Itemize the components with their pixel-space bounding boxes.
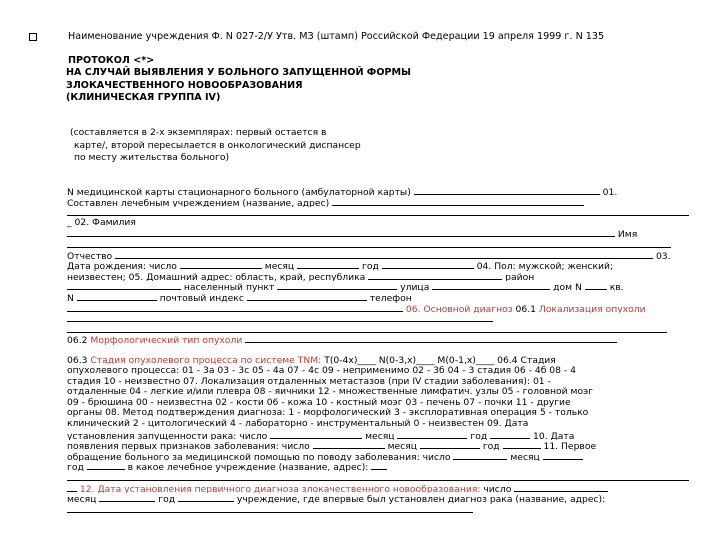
tnm-fields: T(0-4x)____ N(0-3,x)____ M(0-1,x)____ 06.4 Стадия xyxy=(324,355,556,366)
district-label: район xyxy=(505,271,535,282)
address-label: неизвестен; 05. Домашний адрес: область, край, республика xyxy=(67,271,366,282)
house-label: дом N xyxy=(553,282,582,292)
metastasis-line: 09 - брюшина 00 - неизвестна 02 - кости 06 - кожа 10 - костный моэг 03 - печень 07 - почки 11 - другие xyxy=(67,397,571,408)
item-06-1-number: 06.1 xyxy=(515,303,536,314)
phone-label: телефон xyxy=(369,292,412,303)
first-visit-month-field[interactable] xyxy=(543,451,583,460)
district-field[interactable] xyxy=(67,281,181,290)
institution-field-cont[interactable] xyxy=(67,207,689,216)
form-line-birthdate xyxy=(67,260,695,271)
primary-diag-year-label: год xyxy=(158,494,176,504)
form-line-blank3 xyxy=(67,472,695,483)
title-line: ПРОТОКОЛ <*> xyxy=(68,55,155,66)
patronymic-label: Отчество xyxy=(67,250,113,261)
stage-line: опухолевого процесса: 01 - 3а 03 - 3с 05 - 4а 07 - 4с 09 - неприменимо 02 - 3б 04 - 3 стадия 06 - 4б 08 - 4 xyxy=(67,366,576,377)
first-visit-inst-field[interactable] xyxy=(371,461,387,470)
method-line: клинический 2 - цитологический 4 - лабораторно - инструментальный 0 - неизвестен 09. Дата xyxy=(67,419,529,430)
symptoms-date-label: появления первых признаков заболевания: число xyxy=(67,441,310,451)
primary-diag-day-field[interactable] xyxy=(514,483,608,492)
advanced-year-field[interactable] xyxy=(490,430,530,439)
card-number-field[interactable] xyxy=(414,186,600,195)
name-label: Имя xyxy=(617,229,638,239)
birth-year-label: год xyxy=(362,261,379,271)
primary-diag-day-label: число xyxy=(483,483,512,494)
first-visit-year-label: год xyxy=(67,462,84,473)
copies-note xyxy=(70,127,361,165)
first-visit-inst-label: в какое лечебное учреждение (название, адрес): xyxy=(127,462,369,473)
form-line-address xyxy=(67,271,695,282)
form-line-blank4 xyxy=(67,504,695,515)
title-line: (КЛИНИЧЕСКАЯ ГРУППА IV) xyxy=(66,92,221,104)
surname-field[interactable] xyxy=(67,228,615,237)
item-03-label: 03. xyxy=(655,250,671,261)
form-line-surname xyxy=(67,218,695,229)
primary-diagnosis-label: 12. Дата установления первичного диагноза злокачественного новообразования: xyxy=(79,483,481,494)
symptoms-year-label: год xyxy=(482,441,500,451)
birth-year-field[interactable] xyxy=(382,260,474,269)
form-line-localization-blank xyxy=(67,313,695,324)
birth-day-field[interactable] xyxy=(180,260,262,269)
card-number-label: N медицинской карты стационарного больного (амбулаторной карты) xyxy=(67,187,411,197)
form-line-name xyxy=(67,228,695,239)
diagnosis-field[interactable] xyxy=(67,313,493,322)
phone-field[interactable] xyxy=(67,303,403,312)
localization-field[interactable] xyxy=(67,324,667,333)
diagnosis-label: 06. Основной диагноз xyxy=(405,303,513,314)
birth-day-label: Дата рождения: число xyxy=(67,261,177,271)
localization-label: Локализация опухоли xyxy=(538,303,646,314)
advanced-year-label: год xyxy=(470,430,488,441)
form-line-primary-diag xyxy=(67,483,695,494)
symptoms-year-field[interactable] xyxy=(503,440,541,449)
symptoms-day-field[interactable] xyxy=(313,440,385,449)
primary-diag-year-field[interactable] xyxy=(178,493,234,502)
protocol-title xyxy=(66,55,411,105)
institution-label: Составлен лечебным учреждением (название, адрес) xyxy=(67,197,330,208)
first-visit-label: обращение больного за медицинской помощью по поводу заболевания: число xyxy=(67,451,451,462)
first-visit-year-field[interactable] xyxy=(87,461,125,470)
item-11-label: 11. Первое xyxy=(543,441,597,451)
primary-diag-lead xyxy=(67,483,77,492)
morphology-label: Морфологический тип опухоли xyxy=(90,335,243,345)
form-line-tnm xyxy=(67,356,695,367)
street-label: улица xyxy=(400,282,430,292)
title-line: ЗЛОКАЧЕСТВЕННОГО НОВООБРАЗОВАНИЯ xyxy=(66,79,303,91)
item-10-label: 10. Дата xyxy=(533,430,575,441)
advanced-day-field[interactable] xyxy=(270,430,362,439)
form-line-first-visit xyxy=(67,451,695,462)
item-06-3-number: 06.3 xyxy=(67,355,88,366)
primary-inst-label: учреждение, где впервые был установлен диагноз рака (название, адрес): xyxy=(236,494,606,504)
advanced-month-label: месяц xyxy=(365,430,395,441)
primary-inst-field[interactable] xyxy=(67,504,473,513)
form-line-blank xyxy=(67,207,695,218)
birth-month-field[interactable] xyxy=(297,260,359,269)
form-line-patronymic xyxy=(67,250,695,261)
house-field[interactable] xyxy=(585,281,607,290)
form-line-locality xyxy=(67,281,695,292)
tnm-label: Стадия опухолевого процесса по системе TNM: xyxy=(90,355,322,366)
bullet-checkbox-icon xyxy=(29,33,37,41)
form-line-advanced-date xyxy=(67,430,695,441)
protocol-form xyxy=(67,186,695,514)
first-visit-inst-field-cont[interactable] xyxy=(67,472,689,481)
form-line-symptoms-date xyxy=(67,440,695,451)
primary-diag-month-label: месяц xyxy=(67,494,97,504)
advanced-month-field[interactable] xyxy=(397,430,467,439)
form-line-primary-inst xyxy=(67,493,695,504)
form-line-card-number xyxy=(67,186,695,197)
form-line-blank2 xyxy=(67,324,695,335)
first-visit-month-label: месяц xyxy=(510,451,540,462)
apartment-label: кв. xyxy=(609,282,624,292)
birth-month-label: месяц xyxy=(264,261,295,271)
primary-diag-month-field[interactable] xyxy=(99,493,155,502)
form-line-index xyxy=(67,292,695,303)
sex-label: 04. Пол: мужской; женский; xyxy=(476,261,614,271)
title-line: НА СЛУЧАЙ ВЫЯВЛЕНИЯ У БОЛЬНОГО ЗАПУЩЕННОЙ ФОРМЫ xyxy=(66,67,411,79)
form-line-diagnosis xyxy=(67,303,695,314)
method-line: органы 08. Метод подтверждения диагноза: 1 - морфологический 3 - эксплоративная операция 5 - только xyxy=(67,408,589,419)
apartment-n-label: N xyxy=(67,292,74,303)
institution-header: Наименование учреждения Ф. N 027-2/У Утв. МЗ (штамп) Российской Федерации 19 апреля 1999 г. N 135 xyxy=(68,31,605,42)
note-line: по месту жительства больного) xyxy=(74,152,230,163)
form-line-gap xyxy=(67,345,695,356)
patronymic-field[interactable] xyxy=(115,250,653,259)
form-line-institution xyxy=(67,197,695,208)
metastasis-line: отдаленные 04 - легкие и/или плевра 08 - яичники 12 - множественные лимфатич. узлы 05 - головной моэг xyxy=(67,387,593,398)
institution-field[interactable] xyxy=(332,197,584,206)
item-01-label: 01. xyxy=(602,187,618,197)
first-visit-day-field[interactable] xyxy=(453,451,507,460)
symptoms-month-label: месяц xyxy=(387,441,417,451)
item-06-2-number: 06.2 xyxy=(67,335,88,345)
form-line-morph xyxy=(67,334,695,345)
note-line: карте/, второй пересылается в онкологический диспансер xyxy=(74,139,361,151)
name-field[interactable] xyxy=(67,239,671,248)
apartment-field[interactable] xyxy=(77,292,157,301)
locality-field[interactable] xyxy=(277,281,397,290)
region-field[interactable] xyxy=(368,271,502,280)
index-label: почтовый индекс xyxy=(159,292,244,303)
advanced-date-label: установления запущенности рака: число xyxy=(67,430,268,441)
form-line-first-visit-inst xyxy=(67,461,695,472)
street-field[interactable] xyxy=(432,281,550,290)
symptoms-month-field[interactable] xyxy=(420,440,480,449)
note-line: (составляется в 2-х экземплярах: первый остается в xyxy=(70,127,327,138)
morphology-field[interactable] xyxy=(245,334,617,343)
index-field[interactable] xyxy=(247,292,367,301)
metastasis-line: стадия 10 - неизвестно 07. Локализация отдаленных метастазов (при IV стадии заболевания): 01 - xyxy=(67,376,551,387)
locality-label: населенный пункт xyxy=(183,282,275,292)
surname-label: _ 02. Фамилия xyxy=(67,217,136,228)
form-line-patronymic-blank xyxy=(67,239,695,250)
